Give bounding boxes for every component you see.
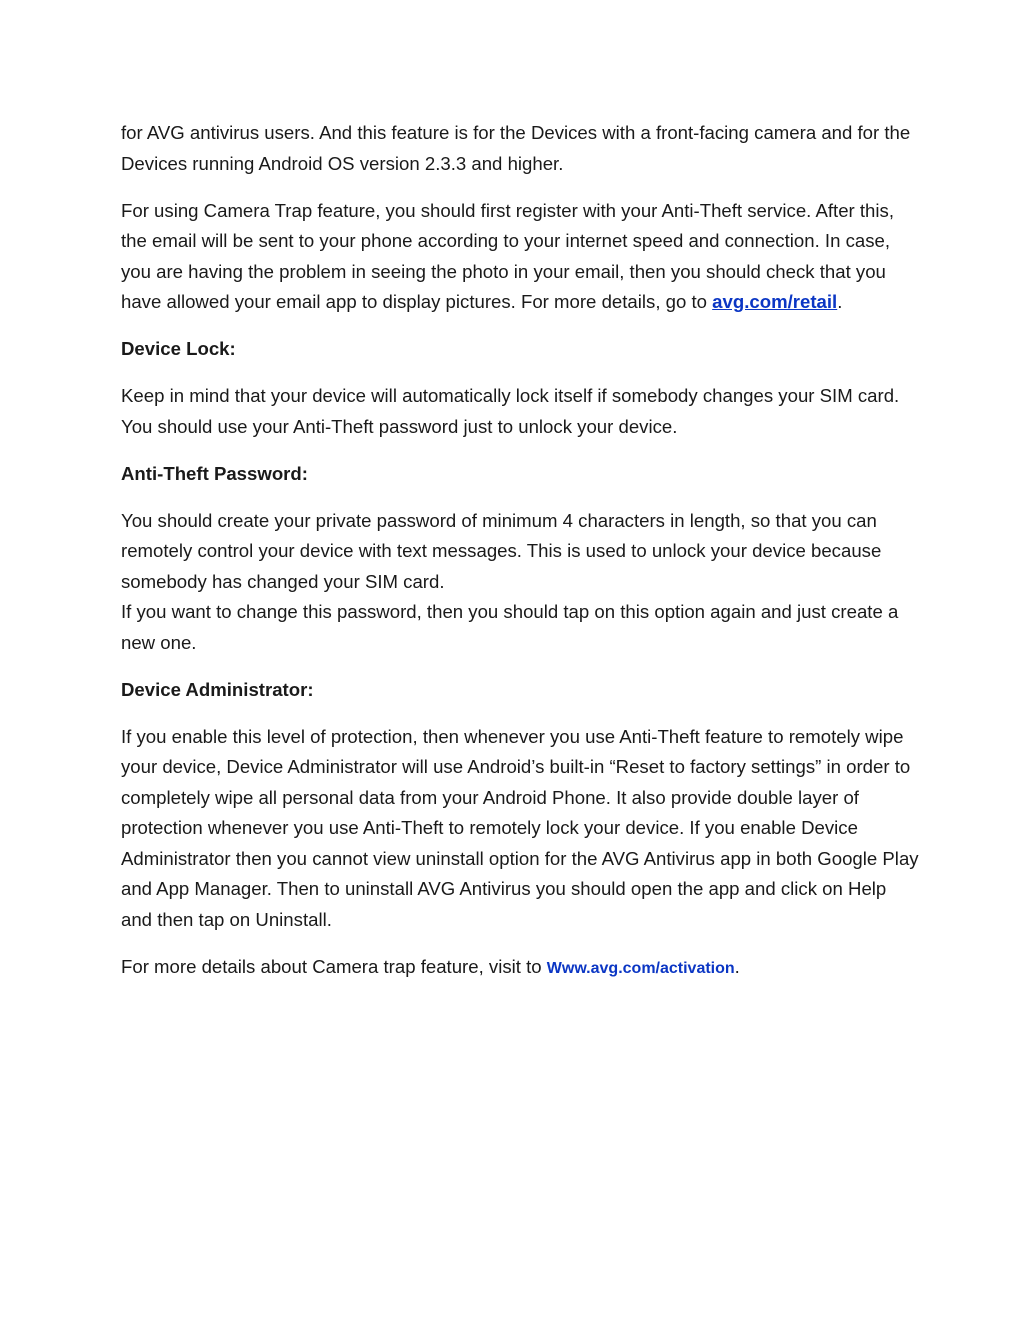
password-text-2: If you want to change this password, then you should tap on this option again and just create a new one. bbox=[121, 601, 899, 653]
avg-retail-link[interactable]: avg.com/retail bbox=[712, 291, 838, 312]
paragraph-anti-theft-password bbox=[121, 506, 921, 659]
avg-activation-link[interactable]: Www.avg.com/activation bbox=[546, 959, 735, 977]
password-text-1: You should create your private password of minimum 4 characters in length, so that you can remotely control your device with text messages. This is used to unlock your device because somebody has changed your SIM card. bbox=[121, 509, 882, 592]
more-details-text: For more details about Camera trap feature, visit to bbox=[121, 955, 547, 977]
document-page bbox=[121, 118, 921, 1001]
paragraph-camera-trap bbox=[121, 196, 921, 318]
paragraph-more-details bbox=[121, 952, 921, 985]
paragraph-device-administrator: If you enable this level of protection, then whenever you use Anti-Theft feature to remotely wipe your device, Device Administrator will use Android’s built-in “Reset to factory settings” in order to completely wipe all personal data from your Android Phone. It also provide double layer of protection whenever you use Anti-Theft to remotely lock your device. If you enable Device Administrator then you cannot view uninstall option for the AVG Antivirus app in both Google Play and App Manager. Then to uninstall AVG Antivirus you should open the app and click on Help and then tap on Uninstall. bbox=[121, 725, 919, 930]
camera-trap-end: . bbox=[837, 291, 843, 312]
paragraph-device-lock: Keep in mind that your device will automatically lock itself if somebody changes your SIM card. You should use your Anti-Theft password just to unlock your device. bbox=[121, 385, 900, 437]
heading-anti-theft-password: Anti-Theft Password: bbox=[121, 462, 308, 484]
more-details-end: . bbox=[734, 955, 740, 977]
paragraph-intro: for AVG antivirus users. And this feature is for the Devices with a front-facing camera and for the Devices running Android OS version 2.3.3 and higher. bbox=[121, 122, 911, 174]
camera-trap-text: For using Camera Trap feature, you should first register with your Anti-Theft service. After this, the email will be sent to your phone according to your internet speed and connection. In case, you are having the problem in seeing the photo in your email, then you should check that you have allowed your email app to display pictures. For more details, go to bbox=[121, 199, 894, 312]
heading-device-lock: Device Lock: bbox=[121, 338, 236, 359]
heading-device-administrator: Device Administrator: bbox=[121, 678, 314, 700]
